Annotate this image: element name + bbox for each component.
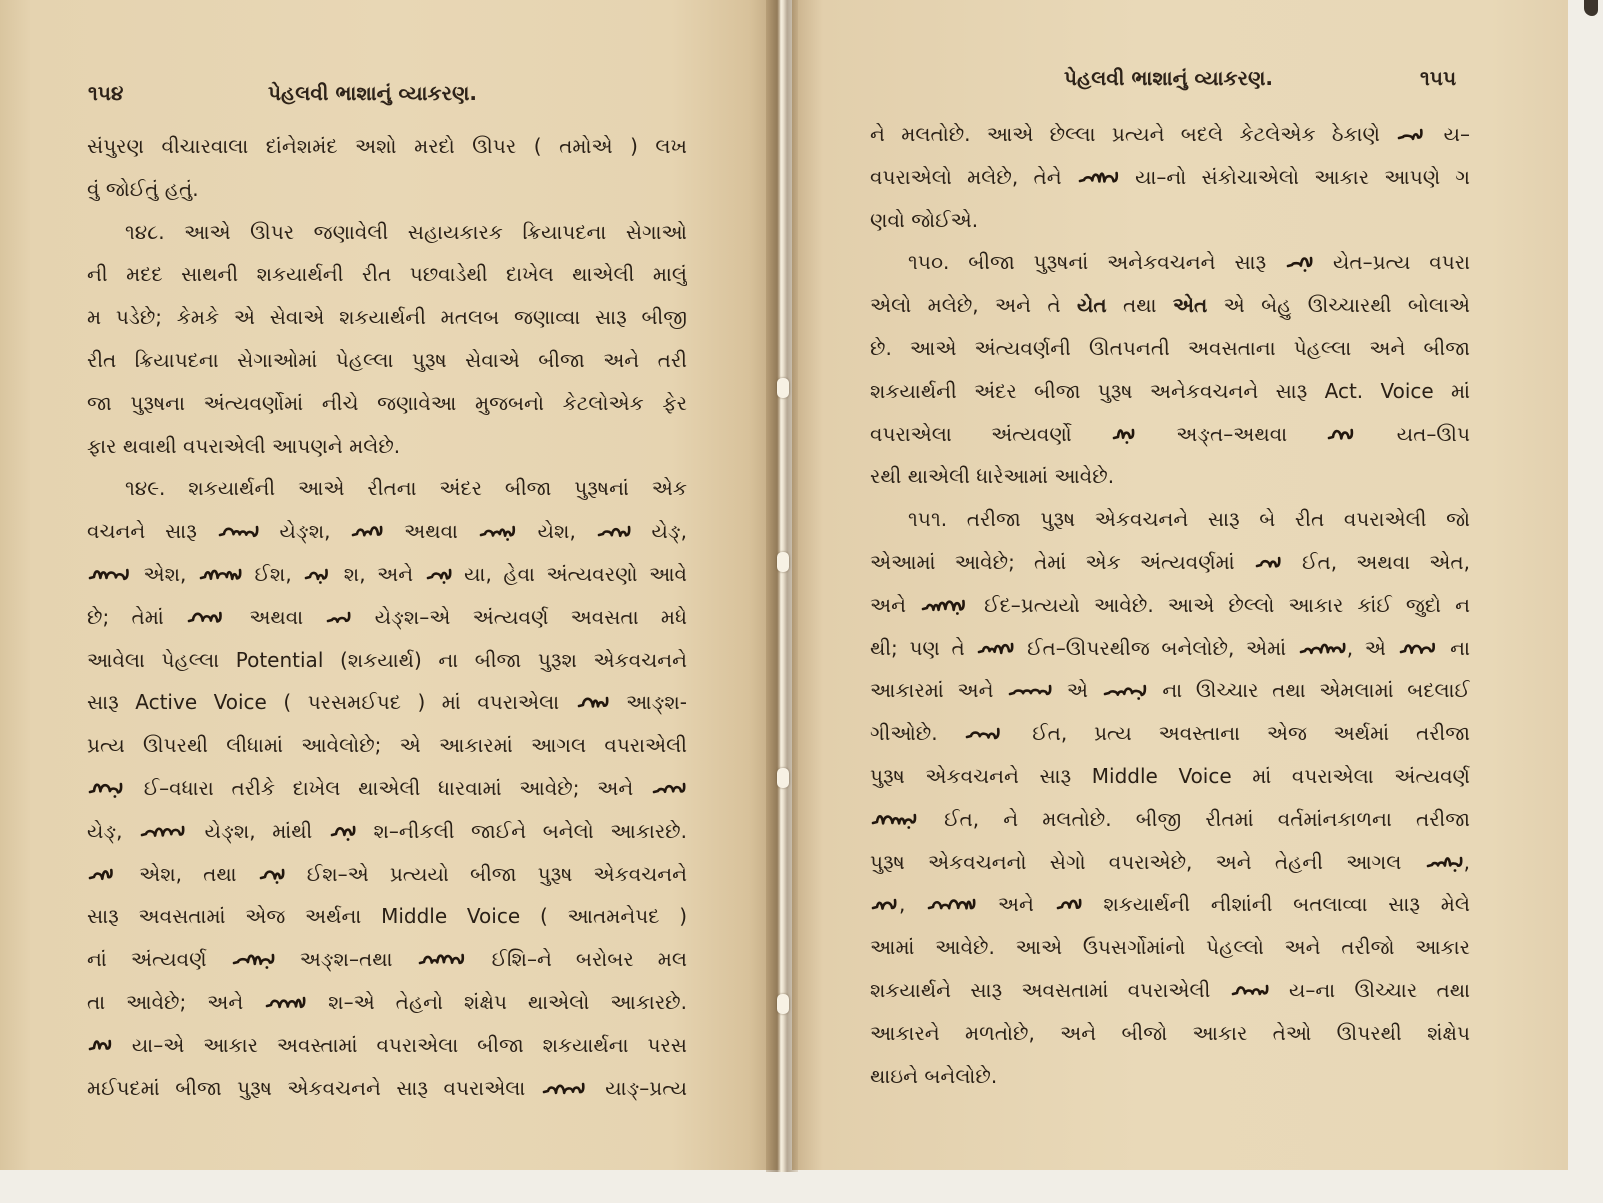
text-line [870,413,1470,456]
text-run: આવેલા પેહલ્લા Potential (શકયાર્થ) ના બીજા પુરૂશ એકવચનને [87,647,687,672]
right-page-text [870,113,1470,1097]
pahlavi-word-icon [232,942,275,981]
text-run: યેઙ્, [631,519,687,544]
text-line [870,627,1470,670]
text-run: તા આવેછે; અને [87,989,265,1014]
text-run: મઈપદમાં બીજા પુરૂષ એકવચનને સારૂ વપરાએલા [87,1075,541,1100]
text-run: અઙ્શ–તથા [275,947,417,972]
text-run: યાઙ્–પ્રત્ય [589,1075,687,1100]
text-line [870,883,1470,926]
pahlavi-word-icon [1056,887,1082,926]
text-run: વપરાએલો મલેછે, તેને [870,164,1077,189]
text-run: યા, હેવા અંત્યવરણો આવે [452,561,687,586]
text-run: ઈશ, [242,561,304,586]
pahlavi-word-icon [479,514,517,553]
pahlavi-word-icon [218,514,259,553]
pahlavi-word-icon [1399,631,1438,670]
text-run: વું જોઈતું હતું. [87,176,199,201]
text-run: ૧૫૦. બીજા પુરૂષનાં અનેકવચનને સારૂ [908,250,1286,275]
text-run: જા પુરૂષના અંત્યવર્ણોમાં નીચે જણાવેઆ મુજબનો કેટલોએક ફેર [87,390,687,415]
text-run: છે; તેમાં [87,604,187,629]
text-run: એ [1053,678,1102,703]
text-line [87,895,687,938]
pahlavi-word-icon [265,985,306,1024]
text-line [870,541,1470,584]
text-run: ને મલતોછે. આએ છેલ્લા પ્રત્યને બદલે કેટલેએક ઠેકાણે [870,122,1397,146]
text-run: નાં અંત્યવર્ણ [87,947,231,972]
text-run: અઙ્ત–અથવા [1136,421,1327,446]
text-line [87,596,687,639]
pahlavi-word-icon [326,600,351,639]
text-run: ની મદદ સાથની શકયાર્થની રીત પછવાડેથી દાખેલ થાએલી માલું [87,262,687,287]
text-line [87,553,687,596]
pahlavi-word-icon [542,1071,589,1110]
text-run: ફાર થવાથી વપરાએલી આપણને મલેછે. [87,433,401,458]
text-line [870,113,1470,156]
pahlavi-word-icon [330,814,356,853]
pahlavi-word-icon [1112,417,1136,456]
text-run: સારૂ Active Voice ( પરસમઈપદ ) માં વપરાએલા [87,690,576,715]
text-run: શકયાર્થની અંદર બીજા પુરૂષ અનેકવચનને સારૂ Act. Voice માં [870,378,1470,403]
text-run: યેઙ્, [87,818,140,843]
right-page [792,0,1568,1170]
paragraph [87,467,687,1109]
pahlavi-word-icon [927,887,976,926]
text-run: પુરૂષ એકવચનને સારૂ Middle Voice માં વપરાએલા અંત્યવર્ણ [870,763,1470,788]
pahlavi-word-icon [1397,117,1426,156]
text-line [87,938,687,981]
text-run: સારૂ અવસતામાં એજ અર્થના Middle Voice ( આતમનેપદ ) [87,904,687,929]
pahlavi-word-icon [977,631,1014,670]
pahlavi-word-icon [1327,417,1356,456]
paragraph [870,113,1470,241]
binding-stitch [777,378,789,398]
pahlavi-word-icon [1286,245,1313,284]
text-line [870,370,1470,413]
text-line [87,253,687,296]
text-run: આકારને મળતોછે, અને બીજો આકાર તેઓ ઊપરથી શંક્ષેપ [870,1020,1470,1045]
text-line [87,467,687,510]
text-run: ઈશિ–ને બરોબર મલ [467,947,687,972]
text-run: રથી થાએલી ધારેઆમાં આવેછે. [870,464,1115,489]
text-line [87,211,687,254]
text-run: શ–એ તેહનો શંક્ષેપ થાએલો આકારછે. [307,989,687,1014]
text-line [870,969,1470,1012]
text-run: પ્રત્ય ઊપરથી લીધામાં આવેલોછે; એ આકારમાં આગલ વપરાએલી [87,733,687,758]
pahlavi-word-icon [259,857,285,896]
pahlavi-word-icon [187,600,226,639]
text-run: એઆમાં આવેછે; તેમાં એક અંત્યવર્ણમાં [870,549,1254,574]
text-run: શ–નીકલી જાઈને બનેલો આકારછે. [356,818,687,843]
text-run: યત–ઊપ [1357,421,1470,446]
pahlavi-word-icon [199,557,242,596]
pahlavi-word-icon [1299,631,1346,670]
text-line [870,584,1470,627]
text-line [870,498,1470,541]
text-run: ૧૪૯. શકયાર્થની આએ રીતના અંદર બીજા પુરૂષનાં એક [125,476,687,501]
text-run: એશ, [132,561,198,586]
text-run: ગીઓછે. [870,721,965,746]
text-line [87,296,687,339]
text-run: ઈશ–એ પ્રત્યયો બીજા પુરૂષ એકવચનને [285,861,687,886]
text-line [870,798,1470,841]
text-line [870,284,1470,327]
text-line [870,455,1470,498]
text-line [870,1055,1470,1098]
text-run: શકયાર્થની નીશાંની બતલાવ્વા સારૂ મેલે [1082,892,1470,917]
text-run: થી; પણ તે [870,635,977,660]
text-run: યેઙ્શ–એ અંત્યવર્ણ અવસતા મધે [352,604,687,629]
pahlavi-word-icon [1255,545,1282,584]
text-run: રીત ક્રિયાપદના સેગાઓમાં પેહલ્લા પુરૂષ સેવાએ બીજા અને તરી [87,347,687,372]
text-run: ઈત, અથવા એત, [1282,549,1470,574]
text-line [87,639,687,682]
text-run: ણવો જોઈએ. [870,207,979,232]
paragraph [870,241,1470,498]
text-line [87,339,687,382]
text-line [87,810,687,853]
text-run: મ પડેછે; કેમકે એ સેવાએ શકયાર્થની મતલબ જણાવ્વા સારૂ બીજી [87,305,687,330]
text-line [87,1024,687,1067]
left-page [0,0,780,1170]
text-run: યા–એ આકાર અવસ્તામાં વપરાએલા બીજા શકયાર્થના પરસ [113,1032,687,1057]
text-run: વપરાએલા અંત્યવર્ણો [870,421,1111,446]
text-run: તથા [1106,293,1173,318]
text-run: અને [870,592,921,617]
text-run: વચનને સારૂ [87,519,217,544]
pahlavi-word-icon [871,887,898,926]
text-run: , [1463,849,1470,874]
text-run: યેઙ્શ, [259,519,351,544]
text-line [87,382,687,425]
text-run: અથવા [227,604,326,629]
bold-term: યેત [1077,293,1107,318]
text-line [87,1067,687,1110]
text-run: ઈત–ઊપરથીજ બનેલોછે, એમાં [1015,635,1298,660]
text-run: યેશ, [517,519,596,544]
text-run: , એ [1346,635,1398,660]
bold-term: એત [1172,293,1208,318]
text-run: ય– [1427,122,1470,146]
text-run: એશ, તથા [118,861,258,886]
pahlavi-word-icon [140,814,187,853]
text-run: ઈત, પ્રત્ય અવસ્તાના એજ અર્થમાં તરીજા [1005,721,1470,746]
text-line [870,926,1470,969]
text-run: છે. આએ અંત્યવર્ણની ઊતપનતી અવસતાના પેહલ્લા અને બીજા [870,335,1470,360]
running-header: પેહલવી ભાશાનું વ્યાકરણ. [268,81,478,105]
text-line [87,981,687,1024]
pahlavi-word-icon [1231,973,1269,1012]
text-run: અને [977,892,1055,917]
text-run: અથવા [384,519,478,544]
text-line [87,125,687,168]
text-line [870,841,1470,884]
text-line [87,853,687,896]
text-run: ૧૪૮. આએ ઊપર જણાવેલી સહાયકારક ક્રિયાપદના સેગાઓ [125,219,687,244]
text-run: યેઙ્શ, માંથી [188,818,329,843]
text-line [870,669,1470,712]
pahlavi-word-icon [1426,845,1463,884]
pahlavi-word-icon [1078,160,1119,199]
text-line [87,681,687,724]
pahlavi-word-icon [597,514,631,553]
text-run: ય–ના ઊચ્ચાર તથા [1269,977,1470,1002]
text-line [870,712,1470,755]
pahlavi-word-icon [88,557,131,596]
pahlavi-word-icon [577,685,609,724]
text-run: યા–નો સંકોચાએલો આકાર આપણે ગ [1119,164,1470,189]
text-run: , [899,892,927,917]
text-run: ઈદ–પ્રત્યયો આવેછે. આએ છેલ્લો આકાર કાંઈ જુદો ન [970,592,1470,617]
pahlavi-word-icon [652,771,686,810]
text-line [87,510,687,553]
pahlavi-word-icon [351,514,383,553]
text-run: આમાં આવેછે. આએ ઉપસર્ગોમાંનો પેહલ્લો અને તરીજો આકાર [870,935,1470,960]
text-line [87,767,687,810]
text-run: એલો મલેછે, અને તે [870,293,1078,318]
pahlavi-word-icon [965,716,1004,755]
pahlavi-word-icon [426,557,452,596]
text-run: પુરૂષ એકવચનનો સેગો વપરાએછે, અને તેહની આગલ [870,849,1425,874]
pahlavi-word-icon [88,857,117,896]
text-run: સંપુરણ વીચારવાલા દાંનેશમંદ અશો મરદો ઊપર ( તમોએ ) લખ [87,134,687,158]
pahlavi-word-icon [1008,673,1052,712]
text-run: થાઇને બનેલોછે. [870,1063,998,1088]
pahlavi-word-icon [304,557,331,596]
pahlavi-word-icon [1103,673,1148,712]
binding-stitch [777,552,789,572]
binding-stitch [777,994,789,1014]
text-run: એ બેહુ ઊચ્ચારથી બોલાએ [1207,293,1470,318]
left-page-text [87,125,687,1109]
text-run: આઙ્શ- [609,690,687,715]
running-header: પેહલવી ભાશાનું વ્યાકરણ. [1064,66,1274,90]
text-run: ના ઊચ્ચાર તથા એમલામાં બદલાઈ [1148,678,1470,703]
text-line [87,724,687,767]
text-run: ૧૫૧. તરીજા પુરૂષ એકવચનને સારૂ બે રીત વપરાએલી જો [908,507,1470,532]
pahlavi-word-icon [88,1028,112,1067]
paragraph [87,125,687,211]
pahlavi-word-icon [88,771,125,810]
text-line [870,755,1470,798]
text-run: યેત–પ્રત્ય વપરા [1314,250,1470,275]
page-number: ૧૫૪ [88,81,124,105]
pahlavi-word-icon [871,802,919,841]
pahlavi-word-icon [921,588,969,627]
text-run: આકારમાં અને [870,678,1008,703]
text-run: ના [1438,635,1470,660]
page-number: ૧૫૫ [1420,66,1457,90]
scan-corner-mark [1584,0,1598,16]
text-line [870,199,1470,242]
text-run: ઈત, ને મલતોછે. બીજી રીતમાં વર્તમાંનકાળના તરીજા [920,806,1470,831]
text-line [870,1012,1470,1055]
text-run: શ, અને [332,561,425,586]
text-line [870,156,1470,199]
text-line [87,168,687,211]
pahlavi-word-icon [418,942,467,981]
text-line [87,425,687,468]
text-run: શકયાર્થને સારૂ અવસતામાં વપરાએલી [870,977,1230,1002]
paragraph [870,498,1470,1097]
binding-stitch [777,768,789,788]
text-run: ઈ–વધારા તરીકે દાખેલ થાએલી ધારવામાં આવેછે; અને [126,775,651,800]
paragraph [87,211,687,468]
text-line [870,241,1470,284]
text-line [870,327,1470,370]
